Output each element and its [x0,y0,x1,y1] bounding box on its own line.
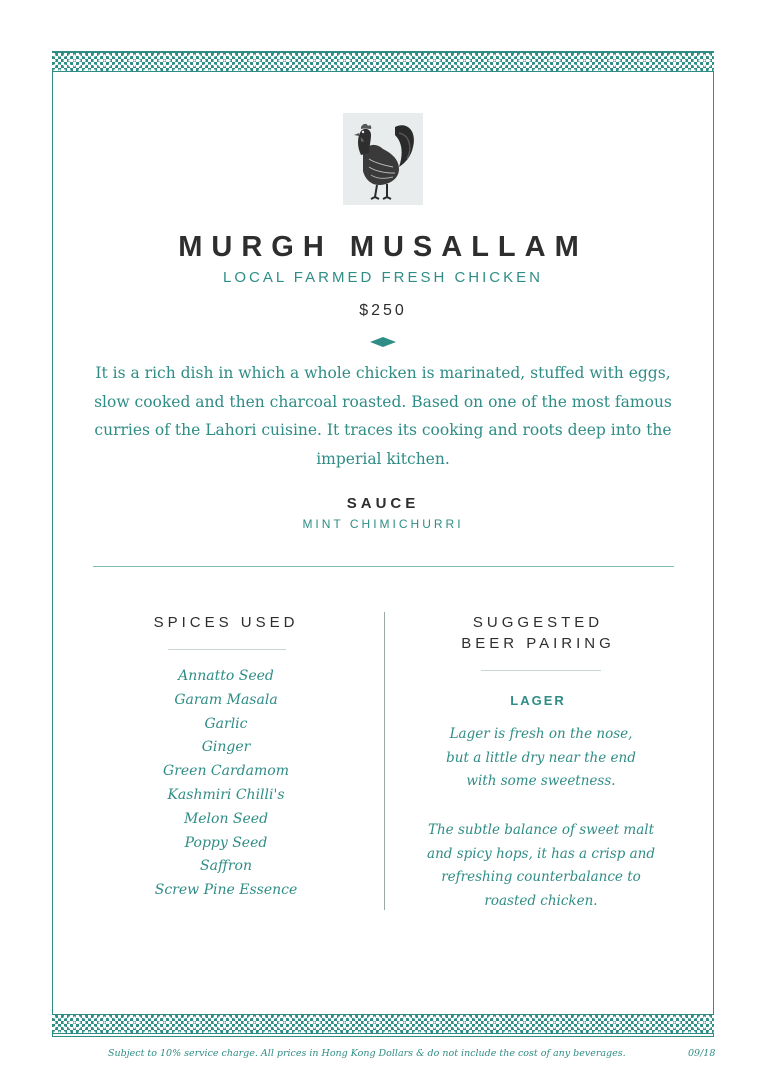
dish-subtitle: LOCAL FARMED FRESH CHICKEN [223,269,543,286]
spice-item: Garam Masala [174,691,278,708]
beer-note-line: refreshing counterbalance to [441,869,641,885]
spice-item: Screw Pine Essence [154,882,298,899]
sauce-value: MINT CHIMICHURRI [302,517,464,531]
spice-item: Poppy Seed [184,834,268,851]
top-lattice-border [52,52,714,72]
description-line: slow cooked and then charcoal roasted. Based on one of the most famous [94,392,672,411]
spice-item: Garlic [204,715,248,732]
spices-heading-rule [168,649,286,650]
spice-item: Annatto Seed [178,668,274,684]
spice-item: Ginger [201,739,251,756]
spice-item: Green Cardamom [163,763,289,780]
description-line: imperial kitchen. [316,449,450,468]
beer-pairing-heading [432,612,644,654]
spice-item: Saffron [200,858,252,875]
footer-disclaimer: Subject to 10% service charge. All prices in Hong Kong Dollars & do not include the cost of any beverages. [108,1048,626,1059]
beer-name: LAGER [510,693,566,708]
sauce-label: SAUCE [346,495,420,512]
description-line: It is a rich dish in which a whole chicken is marinated, stuffed with eggs, [95,364,671,382]
beer-tasting-note [412,723,670,794]
dish-price: $250 [359,302,407,319]
spices-heading: SPICES USED [153,614,299,631]
beer-heading-line: BEER PAIRING [461,635,615,652]
rooster-icon [343,113,423,205]
beer-heading-rule [481,670,601,671]
beer-note-line: roasted chicken. [484,892,598,909]
section-divider [93,566,674,567]
dish-description [92,359,674,473]
beer-pairing-note [412,819,670,913]
beer-note-line: with some sweetness. [466,773,616,789]
spice-item: Kashmiri Chilli's [167,786,285,803]
diamond-icon [370,337,396,347]
description-line: curries of the Lahori cuisine. It traces its cooking and roots deep into the [94,421,672,439]
beer-note-line: Lager is fresh on the nose, [449,726,633,742]
footer-date-code: 09/18 [688,1048,716,1059]
beer-heading-line: SUGGESTED [472,614,604,631]
dish-title: MURGH MUSALLAM [178,231,588,263]
bottom-lattice-border [52,1014,714,1034]
column-divider [384,612,385,910]
spice-item: Melon Seed [183,810,269,827]
beer-note-line: The subtle balance of sweet malt [427,822,655,838]
spice-list [120,665,332,903]
beer-note-line: but a little dry near the end [446,749,636,766]
beer-note-line: and spicy hops, it has a crisp and [427,845,655,862]
